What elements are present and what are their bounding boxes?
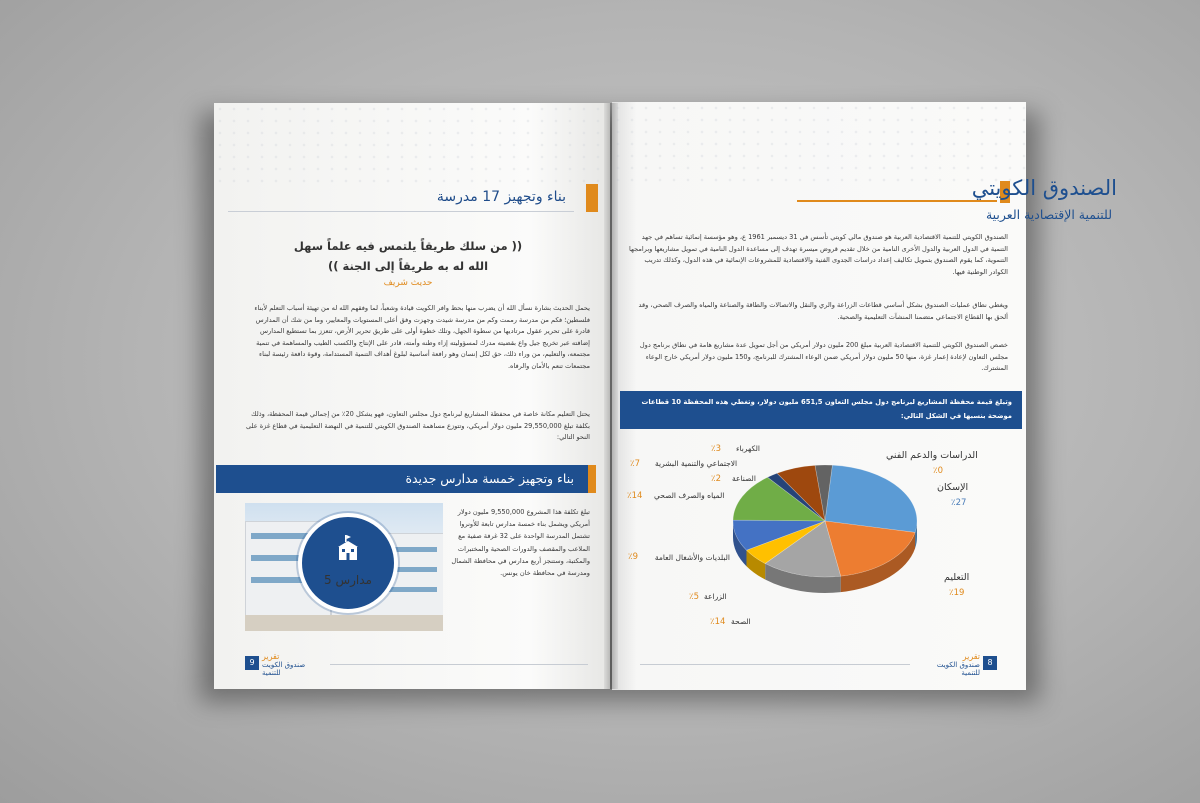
- title-accent: [586, 184, 598, 212]
- schools-badge: [298, 513, 398, 613]
- label-social: الاجتماعي والتنمية البشرية: [655, 459, 738, 468]
- pct-municipal: ٪9: [628, 552, 638, 562]
- school-building-icon: [336, 535, 360, 565]
- footer-brand-left: تقرير صندوق الكويت للتنمية: [262, 652, 306, 677]
- left-paragraph-3: تبلغ تكلفة هذا المشروع 9,550,000 مليون دولار أمريكي ويشمل بناء خمسة مدارس تابعة للأونروا تشتمل المدرسة الواحدة على 32 غرفة صفية مع الملاعب والمقصف والدورات الصحية والمختبرات والمكتبة، وستنجز أربع مدارس في محافظة الشمال ومدرسة في محافظة خان يونس.: [451, 508, 590, 578]
- section-title-bar: [228, 184, 600, 212]
- right-paragraph-1: الصندوق الكويتي للتنمية الاقتصادية العربية هو صندوق مالي كويتي تأسس في 31 ديسمبر 1961 ع، وهو مؤسسة إنمائية تساهم في جهد التنمية في الدول العربية والدول الأخرى النامية من خلال تقديم قروض ميسرة تهدف إلى مساعدة الدول النامية في تمويل مشاريعها وبرامجها التنموية، كما يقوم الصندوق بتمويل تكاليف إعداد دراسات الجدوى الفنية والاقتصادية للمشروعات الإنمائية في هذه الدول، وكذلك تدريب الكوادر الوطنية فيها.: [629, 233, 1008, 276]
- footer-brand-right: تقرير صندوق الكويت للتنمية: [936, 652, 980, 677]
- label-health: الصحة: [731, 617, 751, 626]
- book-spine: [604, 103, 618, 689]
- page-number-right: 8: [983, 656, 997, 670]
- label-electricity: الكهرباء: [736, 444, 761, 453]
- section2-title: بناء وتجهيز خمسة مدارس جديدة: [405, 471, 574, 486]
- pct-water: ٪14: [627, 491, 643, 501]
- pie-slice-0: [825, 465, 917, 532]
- left-paragraph-1: يحمل الحديث بشارة نسأل الله أن يضرب منها بحظ وافر الكويت قيادة وشعباً، لما وفقهم الله له من تهيئة أسباب التعلم لأبناء فلسطين؛ فكم من مدرسة رممت وكم من مدرسة شيدت وجهزت وفق أعلى المستويات والمعايير، وما من شك أن المدارس قادرة على تحرير عقول مرتاديها من سطوة الجهل، وتلك خطوة أولى على طريق تحرير الأرض، تتعزز بما تستطيع المدارس إضافته عبر تخريج جيل واع بقضيته مدرك لمسؤوليته إزاء وطنه وأمته، قادر على الإنتاج والكسب الطيب والمساهمة في تنمية مجتمعه، والتعليم، من وراء ذلك، حق لكل إنسان وهو رافعة أساسية لبلوغ أهداف التنمية المستدامة، وقوة دافعة رئيسة لبناء مجتمعات تنعم بالأمان والرفاه.: [254, 304, 590, 370]
- right-page-subtitle: للتنمية الإقتصادية العربية: [985, 207, 1112, 222]
- pct-social: ٪7: [630, 459, 640, 469]
- pct-electricity: ٪3: [711, 444, 721, 454]
- label-water: المياه والصرف الصحي: [654, 491, 725, 500]
- pct-industry: ٪2: [711, 474, 721, 484]
- right-paragraph-2: ويغطي نطاق عمليات الصندوق بشكل أساسي قطاعات الزراعة والري والنقل والاتصالات والطاقة والصناعة والمياه والصرف الصحي، وقد ألحق بها القطاع الاجتماعي متضمنا المنشآت التعليمية والصحية.: [638, 301, 1008, 321]
- page-pattern: [214, 103, 610, 183]
- quote-line-2: الله له به طريقاً إلى الجنة )): [327, 259, 489, 273]
- label-industry: الصناعة: [732, 474, 756, 483]
- quote-source: حديث شريف: [383, 278, 433, 288]
- title-underline: [797, 200, 997, 202]
- right-paragraph-3: خصص الصندوق الكويتي للتنمية الاقتصادية العربية مبلغ 200 مليون دولار أمريكي من أجل تمويل عدة مشاريع هامة في نطاق برنامج دول مجلس التعاون لإعادة إعمار غزة، منها 50 مليون دولار أمريكي ضمن الوعاء المشترك للبرنامج، و150 مليون دولار أمريكي خارج الوعاء المشترك.: [639, 341, 1008, 373]
- label-studies: الدراسات والدعم الفني: [886, 450, 978, 461]
- quote-line-1: (( من سلك طريقاً يلتمس فيه علماً سهل: [293, 239, 523, 253]
- pct-health: ٪14: [710, 617, 726, 627]
- right-page-title: الصندوق الكويتي: [971, 176, 1117, 200]
- footer-line: [640, 664, 910, 665]
- page-number-left: 9: [245, 656, 259, 670]
- section2-title-bar: [216, 465, 588, 493]
- badge-label: 5 مدارس: [324, 573, 372, 587]
- page-pattern: [612, 102, 1026, 182]
- pct-housing: ٪27: [951, 498, 967, 508]
- highlight-box: [620, 391, 1022, 429]
- pct-agriculture: ٪5: [689, 592, 699, 602]
- pct-education: ٪19: [949, 588, 965, 598]
- footer-line: [330, 664, 588, 665]
- left-paragraph-2: يحتل التعليم مكانة خاصة في محفظة المشاريع لبرنامج دول مجلس التعاون، فهو يشكل 20٪ من إجمالي قيمة المحفظة، وذلك بكلفة تبلغ 29,550,000 مليون دولار أمريكي، وتتوزع مساهمة الصندوق الكويتي للتنمية في النهضة التعليمية في قطاع غزة على النحو التالي:: [246, 410, 590, 442]
- label-agriculture: الزراعة: [704, 592, 727, 601]
- pct-studies: ٪0: [933, 466, 943, 476]
- label-municipal: البلديات والأشغال العامة: [654, 553, 730, 562]
- title-accent: [588, 465, 596, 493]
- section-title: بناء وتجهيز 17 مدرسة: [436, 189, 566, 205]
- label-housing: الإسكان: [937, 482, 969, 493]
- label-education: التعليم: [944, 572, 970, 583]
- highlight-text: وتبلغ قيمة محفظة المشاريع لبرنامج دول مجلس التعاون 651,5 مليون دولار، وتغطي هذه المحفظة 10 قطاعات موضحة بنسبها في الشكل التالي:: [641, 398, 1012, 420]
